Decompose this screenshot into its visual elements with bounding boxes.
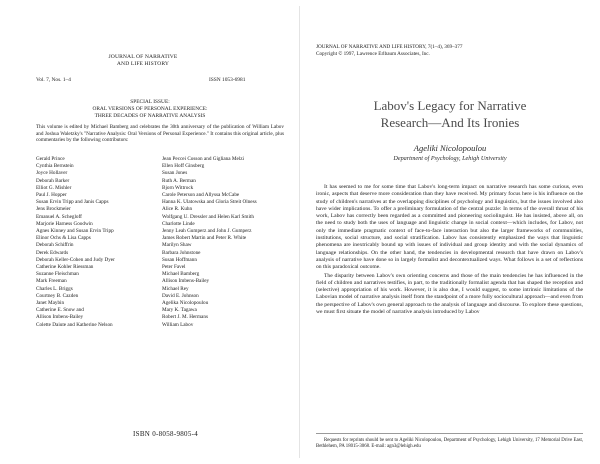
- article-body: [316, 184, 583, 317]
- contributor-name: Ellen Hoff Ginsberg: [162, 163, 205, 170]
- volume-number: Vol. 7, Nos. 1–4: [36, 77, 71, 83]
- contributor-name: Michael Rey: [162, 285, 189, 292]
- contributor-name: Allison Imbens-Bailey: [36, 314, 84, 321]
- contributor-name: Ruth A. Berman: [162, 177, 196, 184]
- journal-masthead: [88, 54, 198, 68]
- journal-masthead-line-1: JOURNAL OF NARRATIVE: [108, 54, 178, 60]
- contributor-name: Jens Brockmeier: [36, 206, 71, 213]
- contributor-name: Susan Hoffmann: [162, 256, 197, 263]
- contributor-name: Jenny Leah Gumperz and John J. Gumperz: [162, 228, 252, 235]
- body-paragraph-1: It has seemed to me for some time that Labov's long-term impact on narrative research has some curious, even ironic, aspects that deserve more consideration than they have received. My primary focus here is his influence on the study of children's narratives at the overlapping disciplines of psychology and linguistics, but the issues involved also have wider implications. To offer a preliminary formulation of the central puzzle: In terms of the overall thrust of his work, Labov has correctly been regarded as a committed and pioneering sociolinguist. He has insisted, above all, on the need to study both the uses of language and linguistic change in social context—which includes, for Labov, not only the immediate pragmatic context of face-to-face interaction but also the larger frameworks of communities, institutions, social structure, and social stratification. Labov has consistently emphasized the ways that linguistic phenomena are inextricably bound up with issues of individual and group identity and with the social dynamics of language relationships. On the other hand, the tendencies in developmental research that have drawn on Labov's analysis of narrative have done so in largely formalist and decontextualized ways. What follows is a set of reflections on this paradoxical outcome.: [316, 184, 583, 271]
- contributor-name: Peter Favel: [162, 264, 186, 271]
- contributor-name: Susan Jones: [162, 170, 188, 177]
- contributor-name: Catherine Kohler Riessman: [36, 264, 94, 271]
- isbn: ISBN 0-8058-9805-4: [133, 430, 199, 438]
- contributor-name: Emanuel A. Schegloff: [36, 213, 82, 220]
- body-paragraph-2: The disparity between Labov's own orienting concerns and those of the main tendencies he has influenced in the field of children and narratives testifies, in part, to the traditionally formalist agenda that has shaped the reception and (selective) appropriation of his work. However, it is also due, I would suggest, to some intrinsic limitations of the Labovian model of narrative analysis itself from the standpoint of a more fully sociocultural approach—and even from the perspective of Labov's own general approach to the analysis of language and discourse. To explore these questions, we must first situate the model of narrative analysis introduced by Labov: [316, 272, 583, 316]
- contributor-name: Jean Peccei Cosson and Gigliana Melzi: [162, 156, 244, 162]
- contributor-name: Susan Ervin Tripp and Janis Capps: [36, 199, 109, 206]
- article-title: [300, 98, 600, 131]
- footnote-rule: [316, 433, 583, 434]
- contributor-name: Barbara Johnstone: [162, 249, 201, 256]
- contributor-name: Agnes Kinney and Susan Ervin Tripp: [36, 228, 114, 235]
- contributor-name: Allison Imbens-Bailey: [162, 278, 210, 285]
- special-issue-line-1: SPECIAL ISSUE:: [130, 99, 170, 105]
- article-title-line-2: Research—And Its Ironies: [380, 114, 520, 130]
- contributor-name: Deborah Schiffrin: [36, 242, 74, 249]
- contributor-name: Charles L. Briggs: [36, 285, 73, 292]
- contributor-name: Mary K. Tagawa: [162, 307, 197, 314]
- contributor-name: William Labov: [162, 321, 194, 328]
- contributor-name: Michael Bamberg: [162, 271, 200, 278]
- contributors-column-1: [36, 156, 156, 329]
- contributor-name: Bjorn Wittrock: [162, 184, 194, 191]
- contributor-name: David E. Johnson: [162, 292, 199, 299]
- contributor-name: Colette Daiute and Katherine Nelson: [36, 321, 113, 328]
- special-issue-heading: [60, 99, 240, 119]
- special-issue-line-2: ORAL VERSIONS OF PERSONAL EXPERIENCE:: [92, 105, 208, 112]
- reprint-footnote: Requests for reprints should be sent to Ageliki Nicolopoulou, Department of Psychology, Lehigh University, 17 Memorial Drive East, Bethlehem, PA 18015-3068. E-mail: agn3@lehigh.edu: [316, 438, 583, 450]
- contributor-name: Catherine E. Snow and: [36, 307, 84, 314]
- contributor-name: James Robert Martin and Peter R. White: [162, 235, 247, 242]
- contributor-name: Elliot G. Mishler: [36, 184, 72, 191]
- contributor-name: Carole Peterson and Allyssa McCabe: [162, 192, 240, 199]
- article-journal-info: [316, 44, 576, 57]
- contributor-name: Janet Maybin: [36, 300, 65, 307]
- contributors-column-2: [162, 156, 292, 329]
- contributor-name: Charlotte Linde: [162, 220, 195, 227]
- contributor-name: Gerald Prince: [36, 156, 65, 162]
- contributor-name: Courtney B. Cazden: [36, 292, 79, 299]
- article-author: Ageliki Nicolopoulou: [413, 143, 487, 153]
- contributor-name: Suzanne Fleischman: [36, 271, 79, 278]
- article-title-line-1: Labov's Legacy for Narrative: [373, 98, 527, 113]
- contributor-name: Wolfgang U. Dressler and Helen Karl Smith: [162, 213, 254, 220]
- contributor-name: Marilyn Shaw: [162, 242, 192, 249]
- contributor-name: Joyce Hollaver: [36, 170, 68, 177]
- author-affiliation: Department of Psychology, Lehigh University: [393, 155, 507, 162]
- contributor-name: Deborah Keller-Cohen and Judy Dyer: [36, 256, 115, 263]
- contributor-name: Hanna K. Ulatowska and Gloria Streit Olness: [162, 199, 257, 206]
- contributor-name: Deborah Barker: [36, 177, 70, 184]
- copyright-line: Copyright © 1997, Lawrence Erlbaum Associates, Inc.: [316, 50, 430, 57]
- contributor-name: Derek Edwards: [36, 249, 69, 256]
- contributor-name: Cynthia Bernstein: [36, 163, 74, 170]
- contributor-name: Paul J. Hopper: [36, 192, 67, 199]
- journal-citation: JOURNAL OF NARRATIVE AND LIFE HISTORY, 7(1–4), 369–377: [316, 44, 463, 50]
- volume-intro: This volume is edited by Michael Bamberg and celebrates the 30th anniversary of the publication of William Labov and Joshua Waletzky's "Narrative Analysis: Oral Versions of Personal Experience." It contains this original article, plus commentaries by the following contributors:: [36, 124, 284, 144]
- journal-masthead-line-2: AND LIFE HISTORY: [116, 61, 170, 67]
- contributor-name: Mark Freeman: [36, 278, 67, 285]
- right-page: [300, 0, 600, 464]
- issn: ISSN 1053-6981: [209, 77, 246, 83]
- contributor-name: Elinor Ochs & Lisa Capps: [36, 235, 91, 242]
- contributor-name: Alice R. Kuhn: [162, 206, 193, 213]
- contributor-name: Marjorie Harness Goodwin: [36, 220, 93, 227]
- special-issue-line-3: THREE DECADES OF NARRATIVE ANALYSIS: [94, 112, 206, 119]
- contributor-name: Robert J. M. Hermans: [162, 314, 208, 321]
- contributor-name: Agelika Nicolopoulou: [162, 300, 209, 307]
